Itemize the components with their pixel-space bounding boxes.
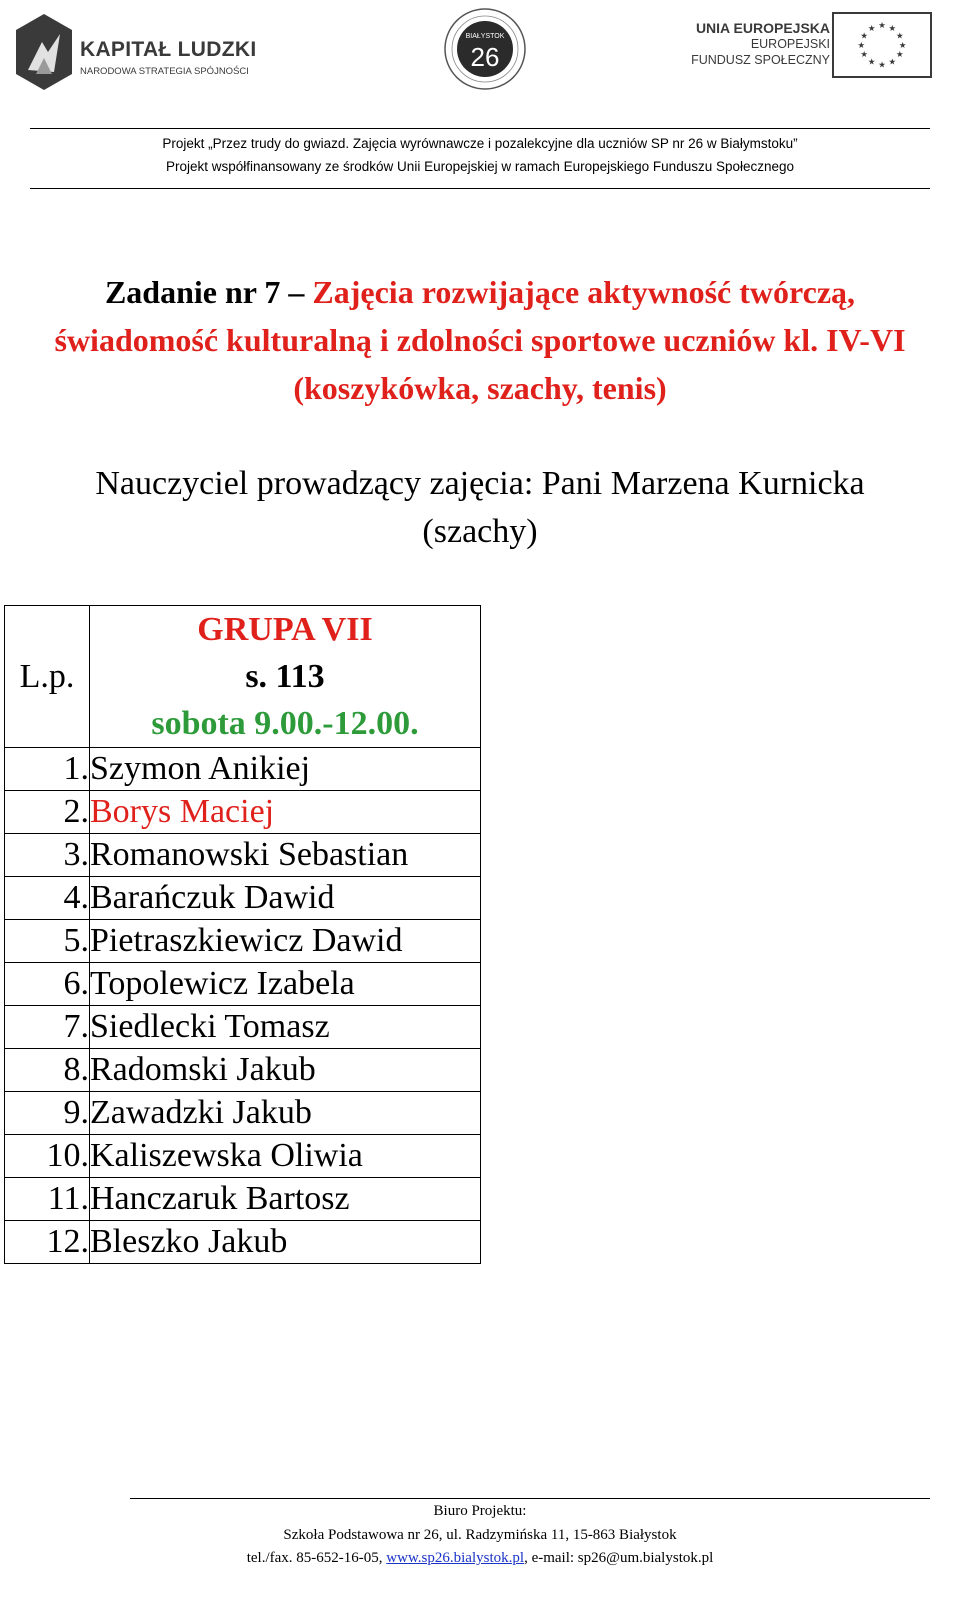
eu-flag-icon bbox=[832, 12, 932, 78]
group-table-header bbox=[5, 606, 481, 748]
teacher-subject: (szachy) bbox=[422, 513, 538, 550]
student-name: Siedlecki Tomasz bbox=[90, 1006, 481, 1049]
student-name: Pietraszkiewicz Dawid bbox=[90, 920, 481, 963]
header-rule-top bbox=[30, 128, 930, 129]
student-name: Barańczuk Dawid bbox=[90, 877, 481, 920]
footer-contact bbox=[0, 1550, 960, 1567]
svg-text:★: ★ bbox=[867, 56, 876, 67]
student-name: Kaliszewska Oliwia bbox=[90, 1135, 481, 1178]
table-row bbox=[5, 748, 481, 791]
task-title bbox=[30, 268, 930, 412]
svg-text:★: ★ bbox=[888, 22, 897, 33]
student-name: Topolewicz Izabela bbox=[90, 963, 481, 1006]
group-schedule: sobota 9.00.-12.00. bbox=[151, 705, 419, 742]
group-table bbox=[4, 605, 481, 1264]
student-name: Zawadzki Jakub bbox=[90, 1092, 481, 1135]
student-name: Hanczaruk Bartosz bbox=[90, 1178, 481, 1221]
row-number: 2. bbox=[5, 791, 90, 834]
kapital-ludzki-title: KAPITAŁ LUDZKI bbox=[80, 38, 257, 61]
footer-rule bbox=[130, 1498, 930, 1499]
eu-line-3: FUNDUSZ SPOŁECZNY bbox=[691, 53, 830, 67]
project-title-line: Projekt „Przez trudy do gwiazd. Zajęcia wyrównawcze i pozalekcyjne dla uczniów SP nr 26 w Białymstoku” bbox=[162, 136, 798, 151]
svg-text:★: ★ bbox=[867, 22, 876, 33]
svg-text:★: ★ bbox=[860, 30, 868, 41]
task-title-prefix: Zadanie nr 7 – bbox=[104, 274, 313, 310]
svg-text:★: ★ bbox=[857, 39, 866, 50]
eu-line-1: UNIA EUROPEJSKA bbox=[695, 20, 830, 36]
row-number: 12. bbox=[5, 1221, 90, 1264]
svg-text:★: ★ bbox=[860, 49, 868, 60]
table-row bbox=[5, 1221, 481, 1264]
svg-text:★: ★ bbox=[878, 20, 886, 31]
table-row bbox=[5, 1092, 481, 1135]
header-rule-bottom bbox=[30, 188, 930, 189]
table-row bbox=[5, 1135, 481, 1178]
student-name: Radomski Jakub bbox=[90, 1049, 481, 1092]
header-logos bbox=[0, 0, 960, 100]
seal-city: BIAŁYSTOK bbox=[465, 33, 505, 40]
row-number: 1. bbox=[5, 748, 90, 791]
row-number: 9. bbox=[5, 1092, 90, 1135]
lp-header: L.p. bbox=[5, 606, 90, 748]
kapital-ludzki-subtitle: NARODOWA STRATEGIA SPÓJNOŚCI bbox=[80, 66, 249, 77]
eu-line-2: EUROPEJSKI bbox=[750, 37, 830, 51]
teacher-line: Nauczyciel prowadzący zajęcia: Pani Marzena Kurnicka bbox=[95, 465, 865, 502]
teacher-info bbox=[20, 460, 940, 556]
svg-text:★: ★ bbox=[896, 49, 904, 60]
footer-phone: tel./fax. 85-652-16-05, bbox=[246, 1550, 387, 1566]
svg-text:★: ★ bbox=[896, 30, 904, 41]
student-name: Szymon Anikiej bbox=[90, 748, 481, 791]
row-number: 4. bbox=[5, 877, 90, 920]
row-number: 10. bbox=[5, 1135, 90, 1178]
table-row bbox=[5, 834, 481, 877]
svg-text:★: ★ bbox=[888, 56, 897, 67]
row-number: 8. bbox=[5, 1049, 90, 1092]
table-row bbox=[5, 877, 481, 920]
group-header-cell bbox=[90, 606, 481, 748]
table-row bbox=[5, 920, 481, 963]
row-number: 11. bbox=[5, 1178, 90, 1221]
table-row bbox=[5, 1006, 481, 1049]
task-title-description: Zajęcia rozwijające aktywność twórczą, świadomość kulturalną i zdolności sportowe uczniów kl. IV-VI (koszykówka, szachy, tenis) bbox=[54, 274, 906, 406]
svg-text:★: ★ bbox=[878, 59, 886, 70]
seal-number: 26 bbox=[470, 42, 500, 72]
row-number: 5. bbox=[5, 920, 90, 963]
student-name: Bleszko Jakub bbox=[90, 1221, 481, 1264]
table-row bbox=[5, 1049, 481, 1092]
group-room: s. 113 bbox=[245, 658, 325, 695]
table-row bbox=[5, 1178, 481, 1221]
table-row bbox=[5, 791, 481, 834]
footer-office: Biuro Projektu: bbox=[433, 1503, 527, 1519]
row-number: 6. bbox=[5, 963, 90, 1006]
school-seal-logo bbox=[444, 8, 526, 90]
svg-text:★: ★ bbox=[898, 39, 907, 50]
group-name: GRUPA VII bbox=[197, 611, 373, 648]
kapital-ludzki-icon bbox=[14, 12, 74, 92]
row-number: 7. bbox=[5, 1006, 90, 1049]
footer-website-link[interactable]: www.sp26.bialystok.pl bbox=[386, 1550, 525, 1566]
footer-email: , e-mail: sp26@um.bialystok.pl bbox=[524, 1550, 714, 1566]
row-number: 3. bbox=[5, 834, 90, 877]
eu-text-block bbox=[691, 20, 830, 68]
table-row bbox=[5, 963, 481, 1006]
student-name: Borys Maciej bbox=[90, 791, 481, 834]
kapital-ludzki-logo bbox=[14, 12, 259, 92]
project-funding-line: Projekt współfinansowany ze środków Unii Europejskiej w ramach Europejskiego Funduszu Społecznego bbox=[165, 159, 795, 174]
footer-address: Szkoła Podstawowa nr 26, ul. Radzymińska 11, 15-863 Białystok bbox=[283, 1527, 677, 1543]
student-name: Romanowski Sebastian bbox=[90, 834, 481, 877]
